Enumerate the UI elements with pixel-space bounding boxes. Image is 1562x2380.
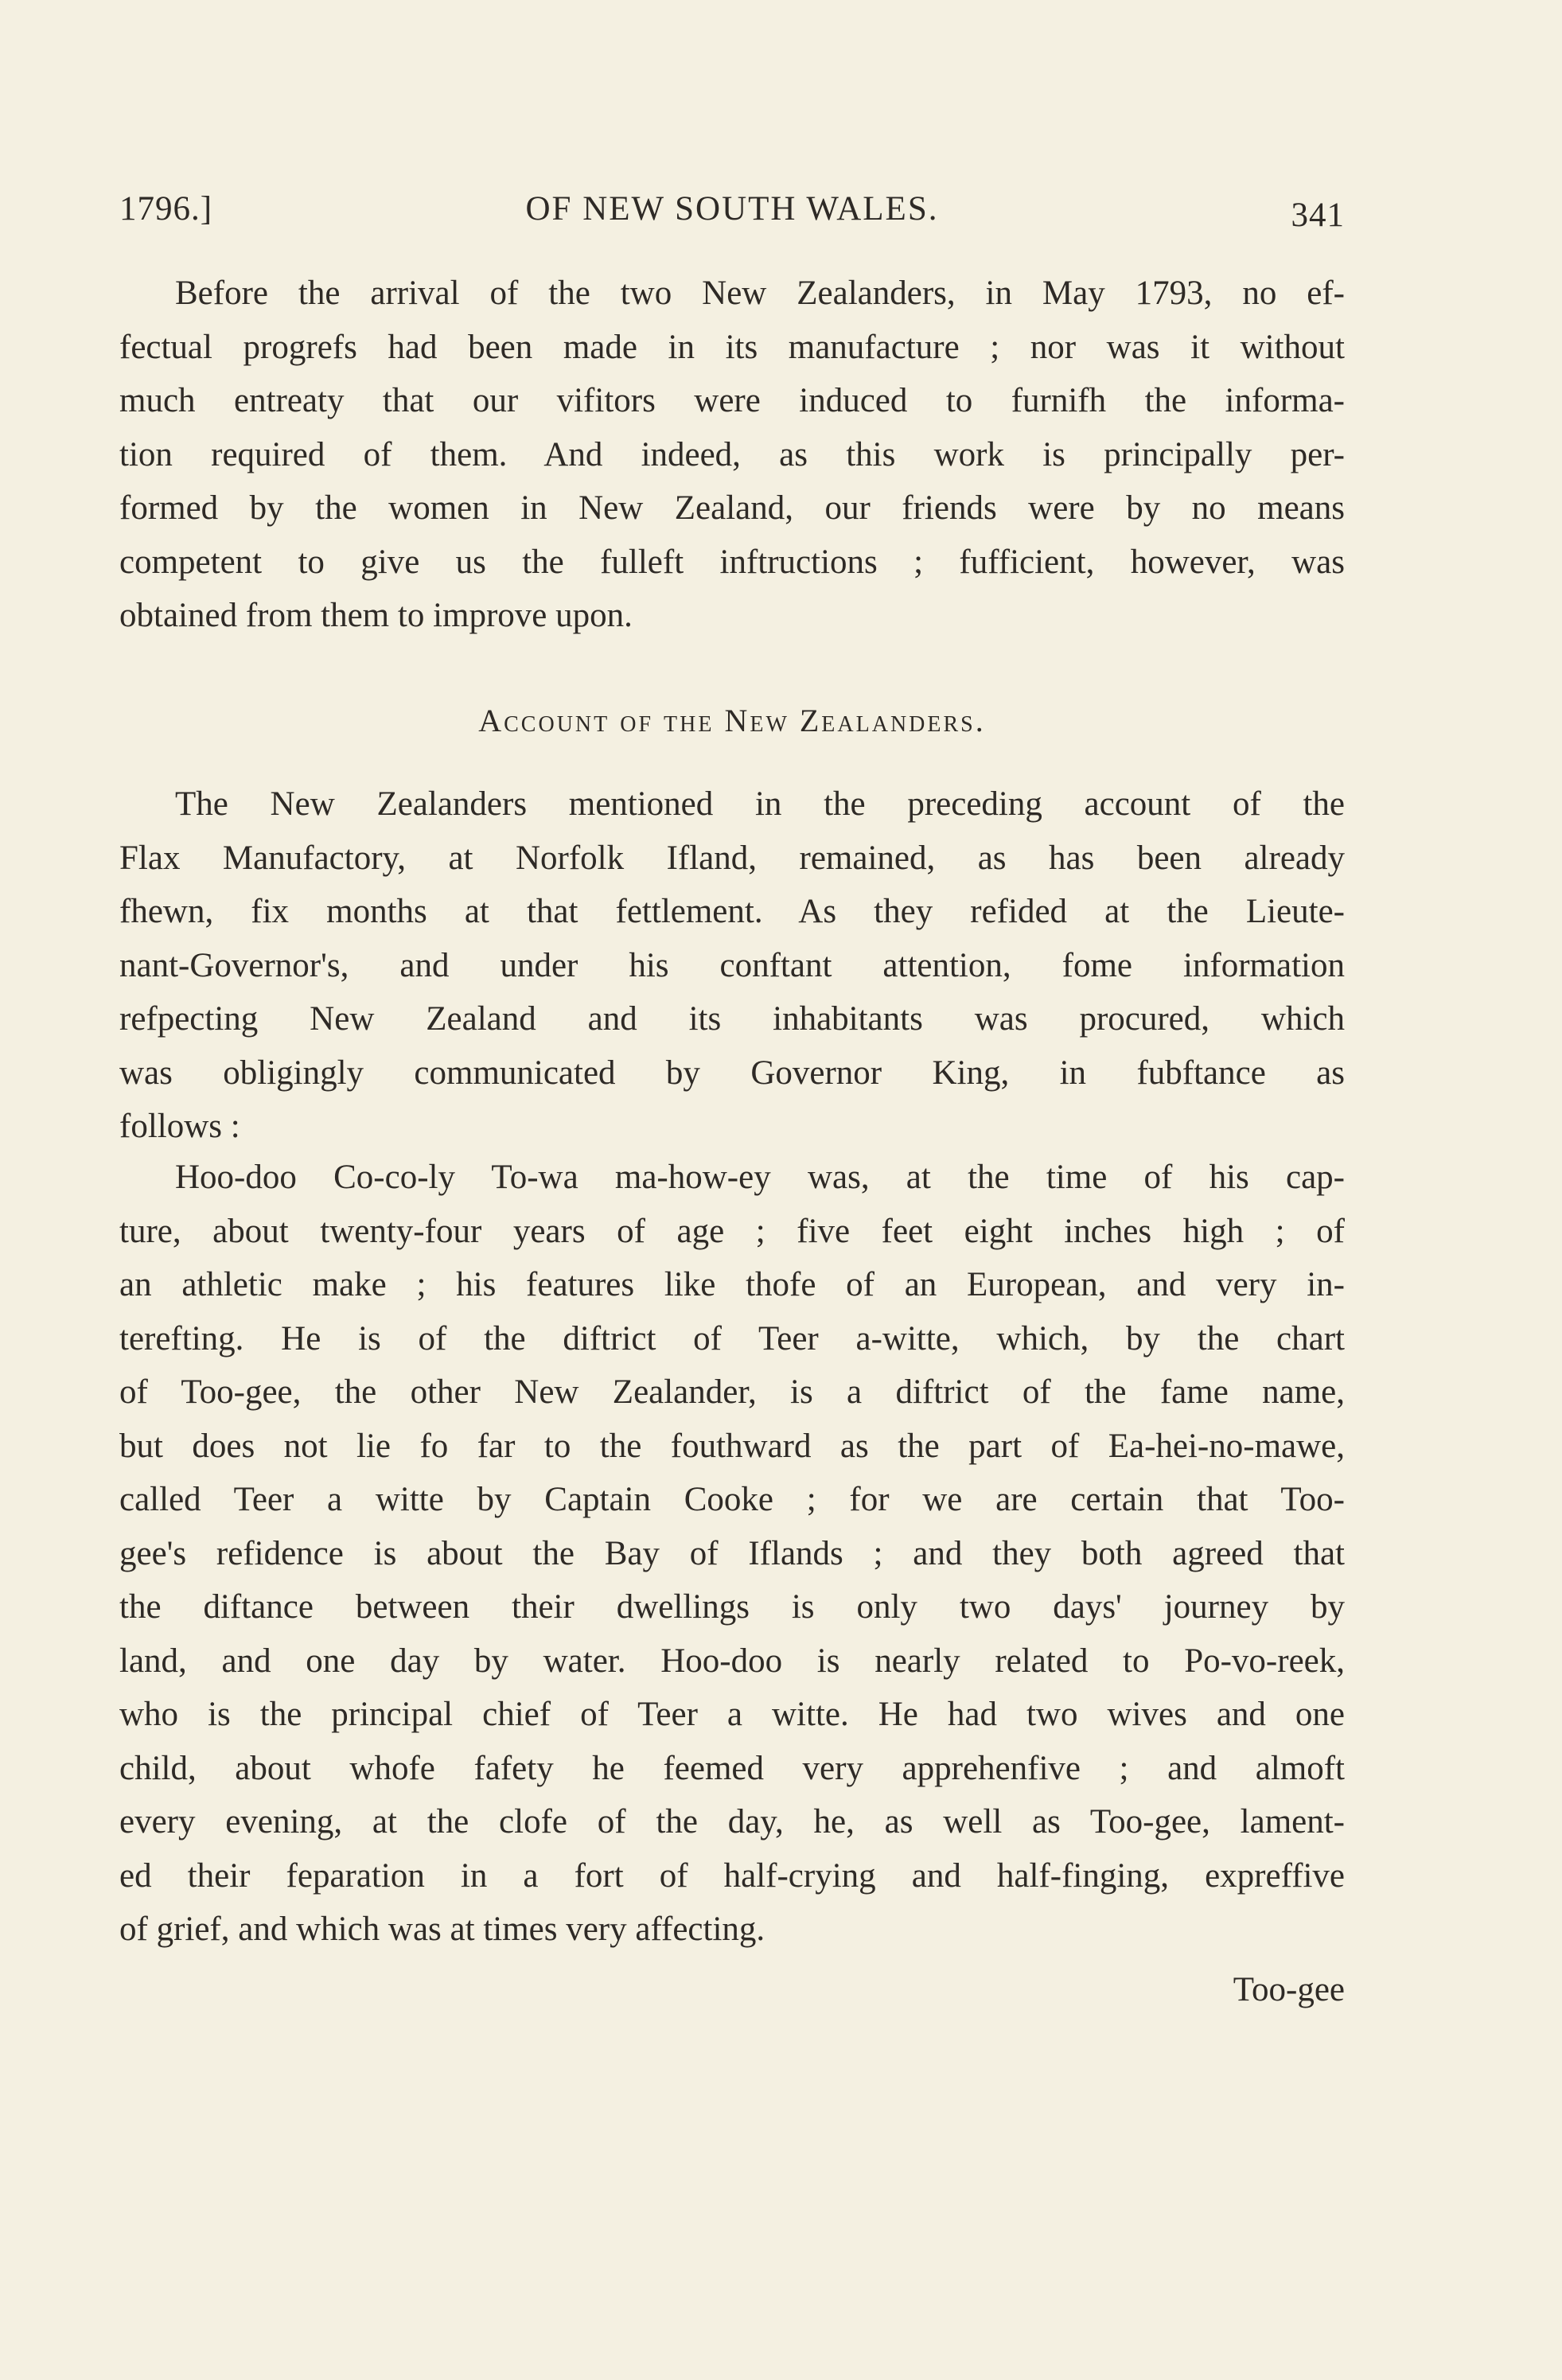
text-line: much entreaty that our vifitors were induced to furnifh the informa-	[119, 382, 1345, 419]
text-line: follows :	[119, 1108, 240, 1145]
catchword-block	[119, 1963, 1345, 2017]
text-line: every evening, at the clofe of the day, he, as well as Too-gee, lament-	[119, 1803, 1345, 1841]
text-line: Hoo-doo Co-co-ly To-wa ma-how-ey was, at the time of his cap-	[175, 1159, 1345, 1196]
text-line: an athletic make ; his features like thofe of an European, and very in-	[119, 1266, 1345, 1303]
text-line: fectual progrefs had been made in its manufacture ; nor was it without	[119, 328, 1345, 366]
paragraph-new-zealanders-intro	[119, 777, 1345, 1154]
text-line: nant-Governor's, and under his conftant attention, fome information	[119, 946, 1345, 984]
text-line: child, about whofe fafety he feemed very apprehenfive ; and almoft	[119, 1749, 1345, 1787]
text-line: competent to give us the fulleft inftructions ; fufficient, however, was	[119, 543, 1345, 581]
text-line: gee's refidence is about the Bay of Iflands ; and they both agreed that	[119, 1534, 1345, 1572]
paragraph-hoo-doo	[119, 1151, 1345, 1957]
text-line: Flax Manufactory, at Norfolk Ifland, remained, as has been already	[119, 839, 1345, 877]
header-title: OF NEW SOUTH WALES.	[525, 190, 939, 228]
text-line: fhewn, fix months at that fettlement. As they refided at the Lieute-	[119, 893, 1345, 930]
paragraph-flax-manufacture	[119, 267, 1345, 643]
text-line: called Teer a witte by Captain Cooke ; for we are certain that Too-	[119, 1481, 1345, 1518]
text-line: tion required of them. And indeed, as this work is principally per-	[119, 435, 1345, 473]
text-line: terefting. He is of the diftrict of Teer a-witte, which, by the chart	[119, 1319, 1345, 1357]
text-line: formed by the women in New Zealand, our friends were by no means	[119, 489, 1345, 527]
catchword: Too-gee	[1233, 1971, 1345, 2008]
text-line: ture, about twenty-four years of age ; five feet eight inches high ; of	[119, 1212, 1345, 1250]
running-header	[119, 189, 1345, 245]
text-line: but does not lie fo far to the fouthward as the part of Ea-hei-no-mawe,	[119, 1427, 1345, 1465]
text-line: was obligingly communicated by Governor King, in fubftance as	[119, 1054, 1345, 1092]
text-line: refpecting New Zealand and its inhabitants was procured, which	[119, 1000, 1345, 1038]
header-year: 1796.]	[119, 190, 213, 228]
text-line: land, and one day by water. Hoo-doo is nearly related to Po-vo-reek,	[119, 1642, 1345, 1680]
text-line: the diftance between their dwellings is only two days' journey by	[119, 1588, 1345, 1626]
text-line: of grief, and which was at times very affecting.	[119, 1911, 765, 1948]
text-line: obtained from them to improve upon.	[119, 597, 633, 634]
page-number: 341	[1291, 197, 1345, 234]
text-line: who is the principal chief of Teer a witte. He had two wives and one	[119, 1696, 1345, 1733]
text-line: ed their feparation in a fort of half-crying and half-finging, expreffive	[119, 1856, 1345, 1895]
text-line: Before the arrival of the two New Zealanders, in May 1793, no ef-	[175, 275, 1345, 312]
text-line: The New Zealanders mentioned in the preceding account of the	[175, 785, 1345, 823]
section-heading: Account of the New Zealanders.	[478, 703, 986, 738]
text-line: of Too-gee, the other New Zealander, is a diftrict of the fame name,	[119, 1373, 1345, 1411]
